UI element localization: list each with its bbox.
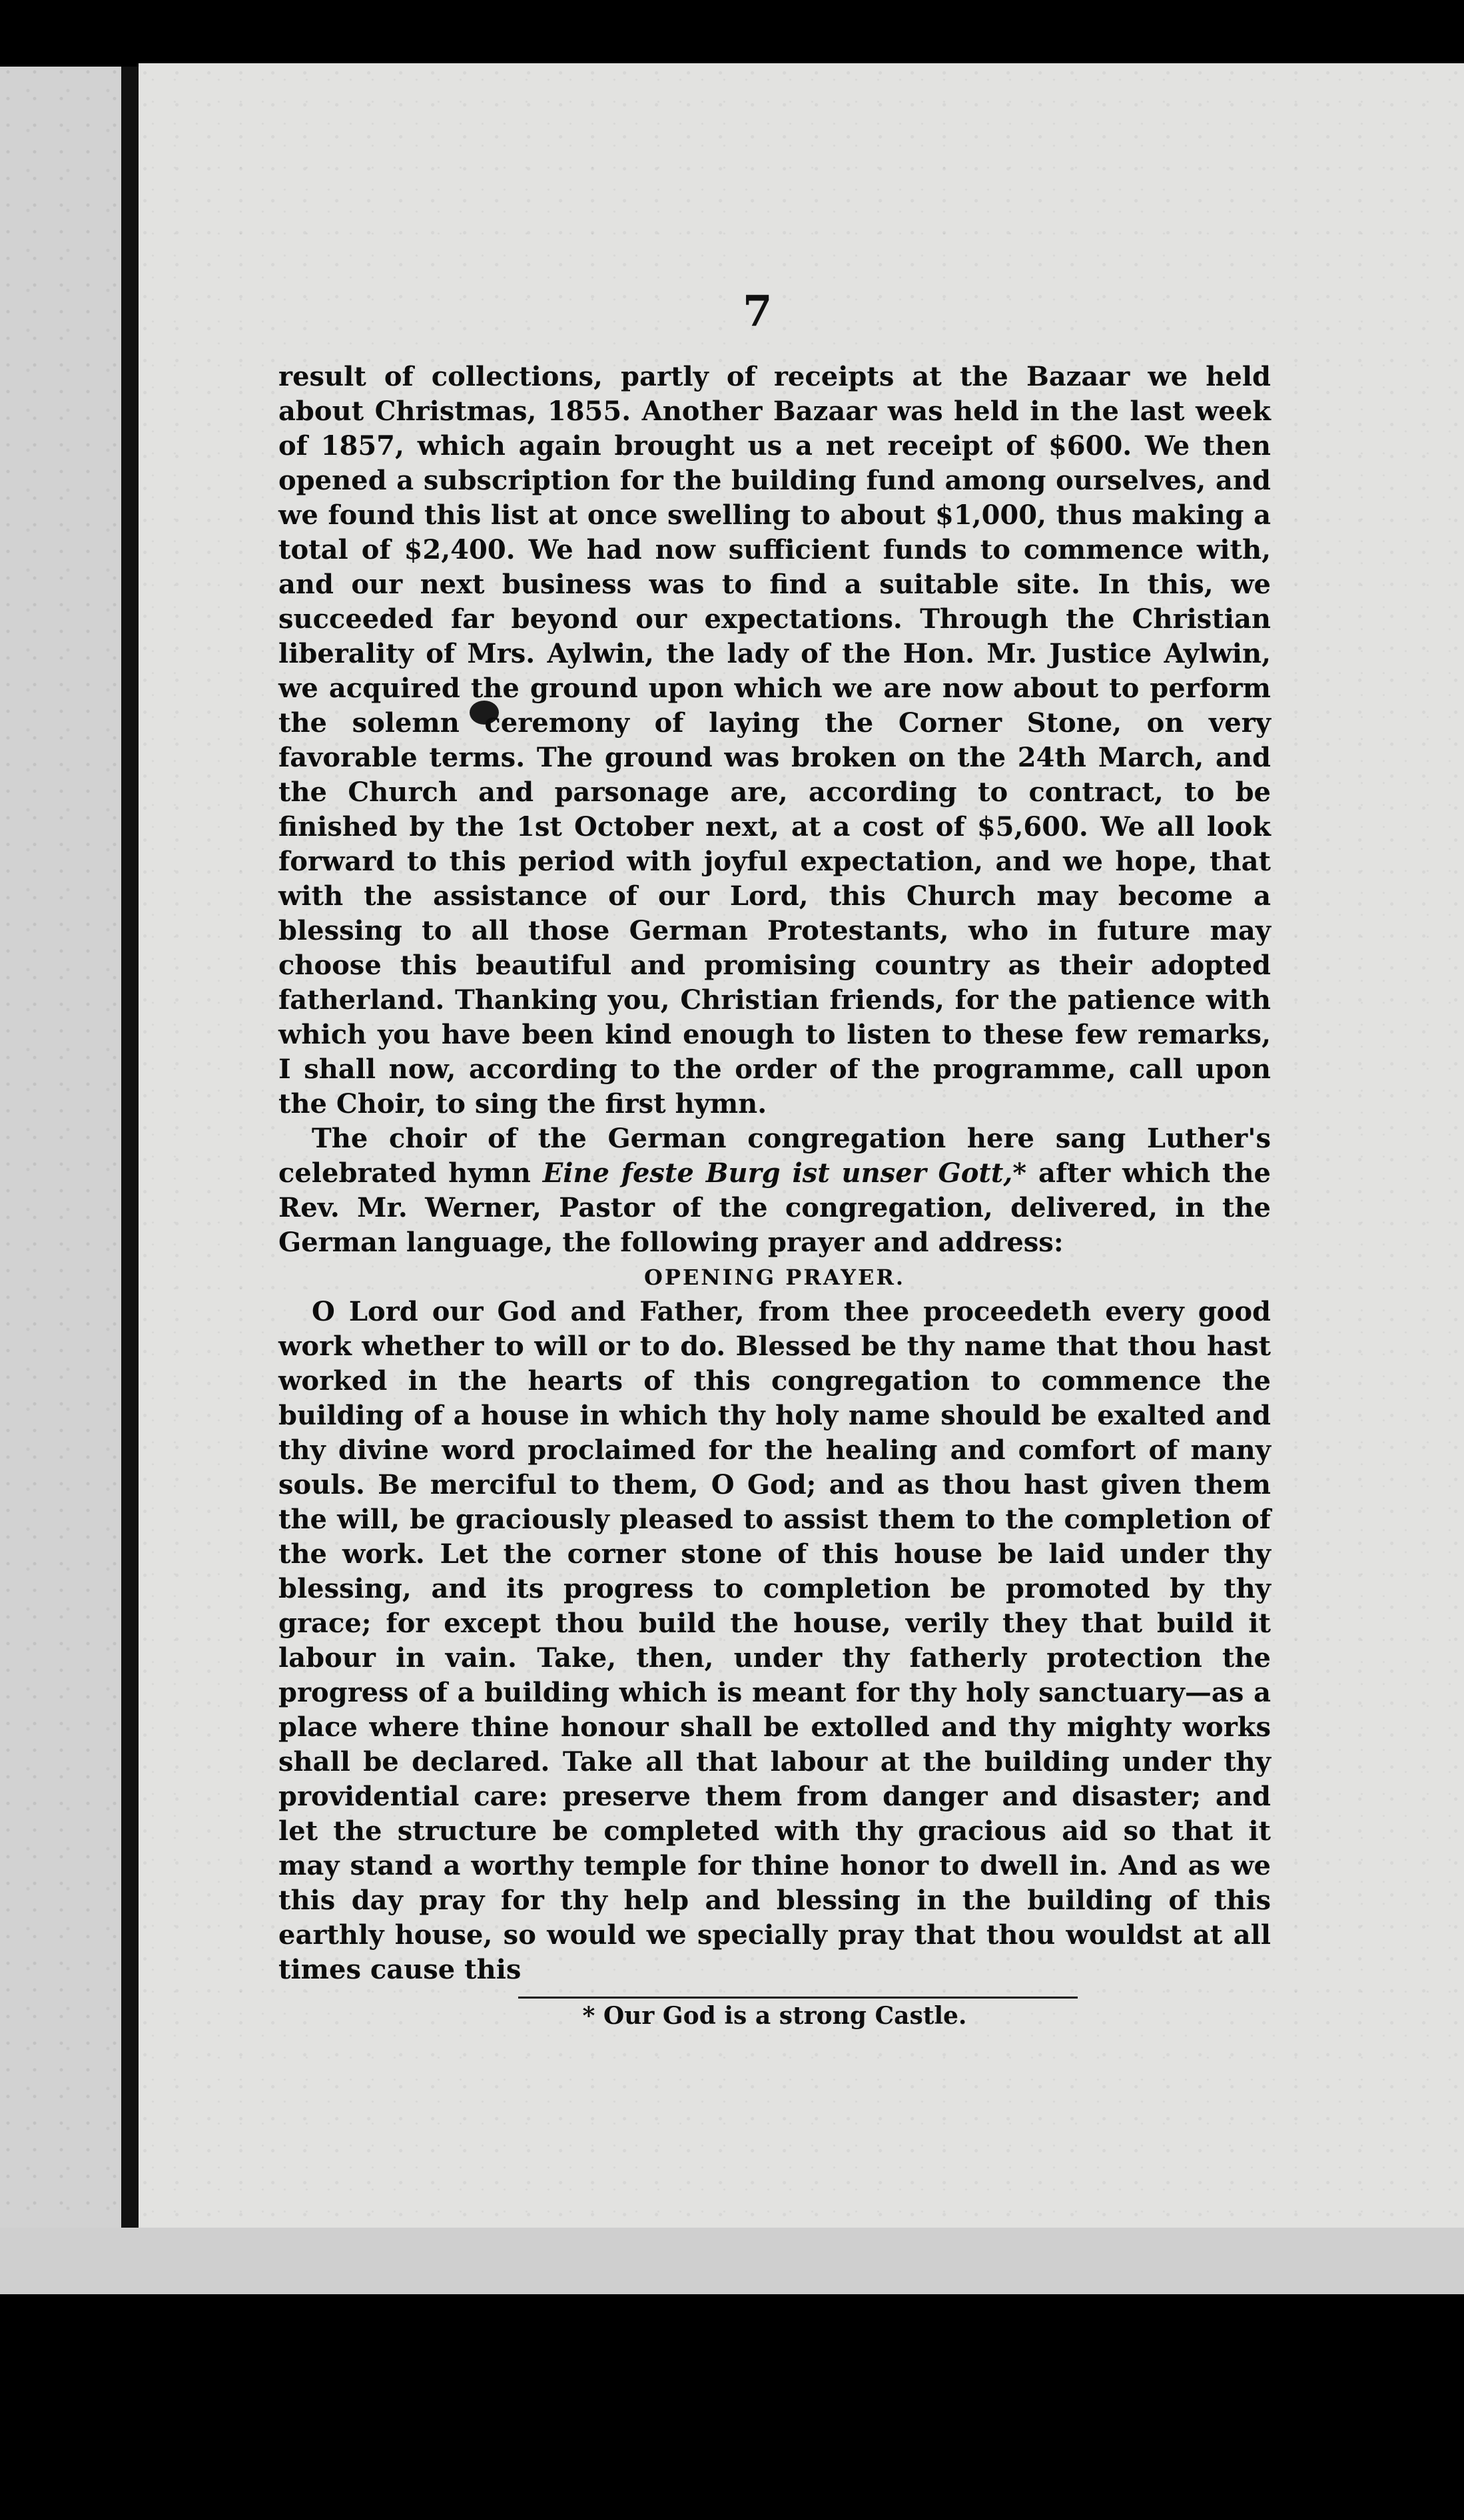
page-number: 7 (743, 286, 773, 336)
hymn-title: Eine feste Burg ist unser Gott, (542, 1157, 1013, 1189)
footnote: * Our God is a strong Castle. (582, 2002, 967, 2030)
section-heading: OPENING PRAYER. (643, 1265, 906, 1290)
page-body (278, 360, 1271, 2033)
book-gutter (121, 67, 139, 2294)
page-bottom-edge (0, 2228, 1464, 2294)
paragraph-closing-remarks: result of collections, partly of receipts at the Bazaar we held about Christmas, 1855. Another Bazaar was held in the last week of 1857, which again brought us a net receipt of $600. We then opened a subscription for the building fund among ourselves, and we found this list at once swelling to about $1,000, thus making a total of $2,400. We had now sufficient funds to commence with, and our next business was to find a suitable site. In this, we succeeded far beyond our expectations. Through the Christian liberality of Mrs. Aylwin, the lady of the Hon. Mr. Justice Aylwin, we acquired the ground upon which we are now about to perform the solemn ceremony of laying the Corner Stone, on very favorable terms. The ground was broken on the 24th March, and the Church and parsonage are, according to contract, to be finished by the 1st October next, at a cost of $5,600. We all look forward to this period with joyful expectation, and we hope, that with the assistance of our Lord, this Church may become a blessing to all those German Protestants, who in future may choose this beautiful and promising country as their adopted fatherland. Thanking you, Christian friends, for the patience with which you have been kind enough to listen to these few remarks, I shall now, according to the order of the programme, call upon the Choir, to sing the first hymn. (278, 361, 1271, 1119)
scan-border-top (0, 0, 1464, 73)
paragraph-prayer: O Lord our God and Father, from thee proceedeth every good work whether to will or to do. Blessed be thy name that thou hast worked in the hearts of this congregation to commence the building of a house in which thy holy name should be exalted and thy divine word proclaimed for the healing and comfort of many souls. Be merciful to them, O God; and as thou hast given them the will, be graciously pleased to assist them to the completion of the work. Let the corner stone of this house be laid under thy blessing, and its progress to completion be promoted by thy grace; for except thou build the house, verily they that build it labour in vain. Take, then, under thy fatherly protection the progress of a building which is meant for thy holy sanctuary—as a place where thine honour shall be extolled and thy mighty works shall be declared. Take all that labour at the building under thy providential care: preserve them from danger and disaster; and let the structure be completed with thy gracious aid so that it may stand a worthy temple for thine honor to dwell in. And as we this day pray for thy help and blessing in the building of this earthly house, so would we specially pray that thou wouldst at all times cause this (278, 1296, 1271, 1985)
paragraph-choir-lead: The choir of the German congregation here sang Luther's celebrated hymn (278, 1123, 1271, 1189)
paragraph-choir-rest: * after which the Rev. Mr. Werner, Pastor of the congregation, delivered, in the German language, the following prayer and address: (278, 1157, 1271, 1258)
scan-border-bottom (0, 2294, 1464, 2520)
paragraph-choir (278, 1121, 1271, 1260)
facing-page-edge (0, 67, 121, 2294)
